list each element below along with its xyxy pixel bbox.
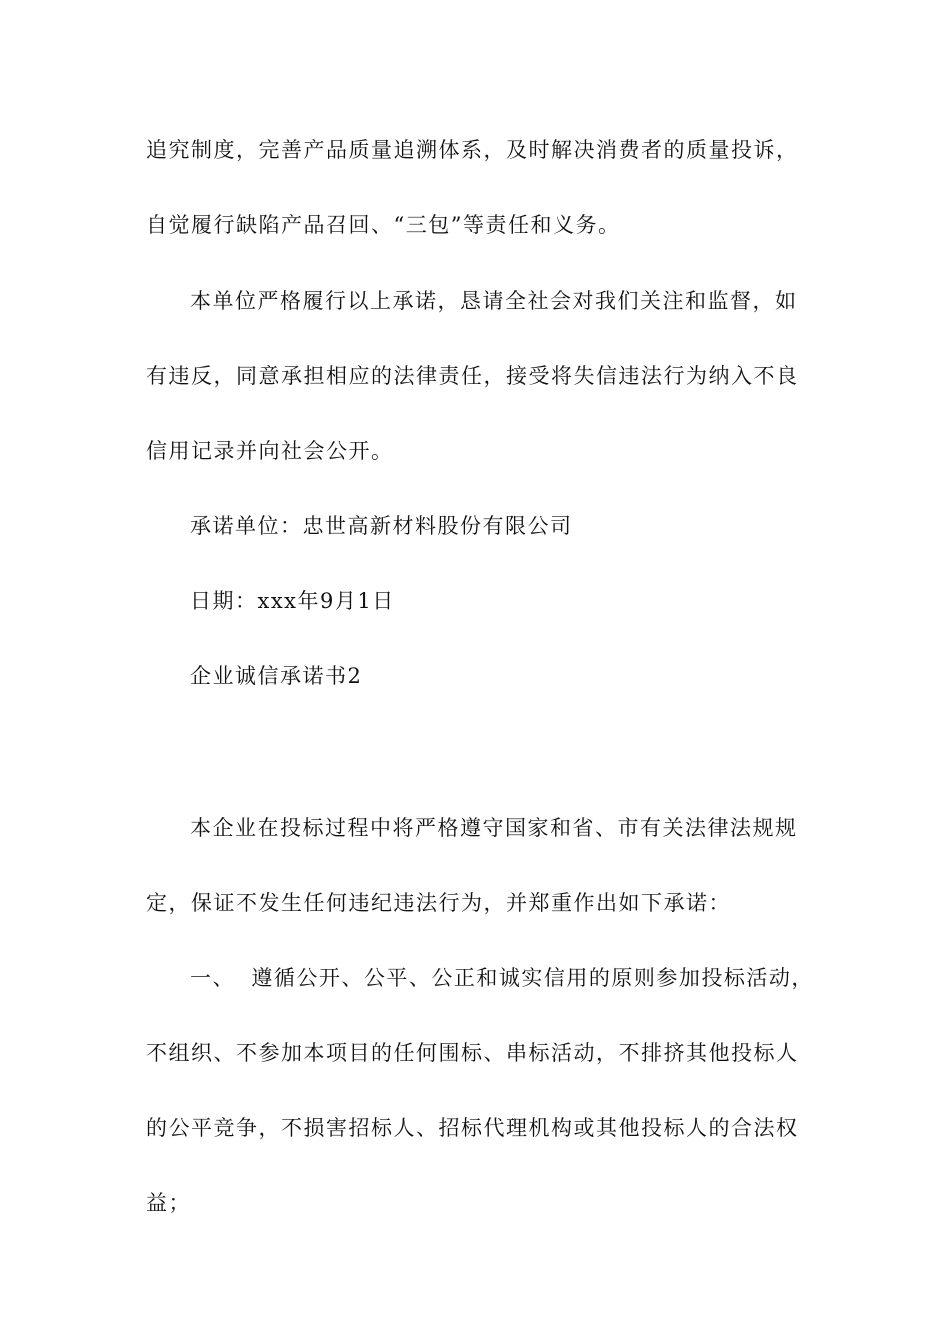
body-text-line: 不组织、不参加本项目的任何围标、串标活动，不排挤其他投标人 — [146, 1041, 799, 1065]
body-text-line: 追究制度，完善产品质量追溯体系，及时解决消费者的质量投诉， — [146, 138, 799, 162]
body-text-line: 自觉履行缺陷产品召回、“三包”等责任和义务。 — [146, 213, 621, 237]
body-text-line: 定，保证不发生任何违纪违法行为，并郑重作出如下承诺： — [146, 891, 731, 915]
paragraph-start-line: 本企业在投标过程中将严格遵守国家和省、市有关法律法规规 — [190, 816, 798, 840]
section-title: 企业诚信承诺书2 — [190, 664, 363, 688]
body-text-line: 信用记录并向社会公开。 — [146, 439, 394, 463]
body-text-line: 益； — [146, 1191, 191, 1215]
body-text-line: 的公平竞争，不损害招标人、招标代理机构或其他投标人的合法权 — [146, 1116, 799, 1140]
pledge-unit-line: 承诺单位：忠世高新材料股份有限公司 — [190, 514, 573, 538]
date-line: 日期：xxx年9月1日 — [190, 589, 395, 613]
numbered-item-line: 一、 遵循公开、公平、公正和诚实信用的原则参加投标活动， — [190, 966, 814, 990]
paragraph-start-line: 本单位严格履行以上承诺，恳请全社会对我们关注和监督，如 — [190, 289, 798, 313]
body-text-line: 有违反，同意承担相应的法律责任，接受将失信违法行为纳入不良 — [146, 364, 799, 388]
